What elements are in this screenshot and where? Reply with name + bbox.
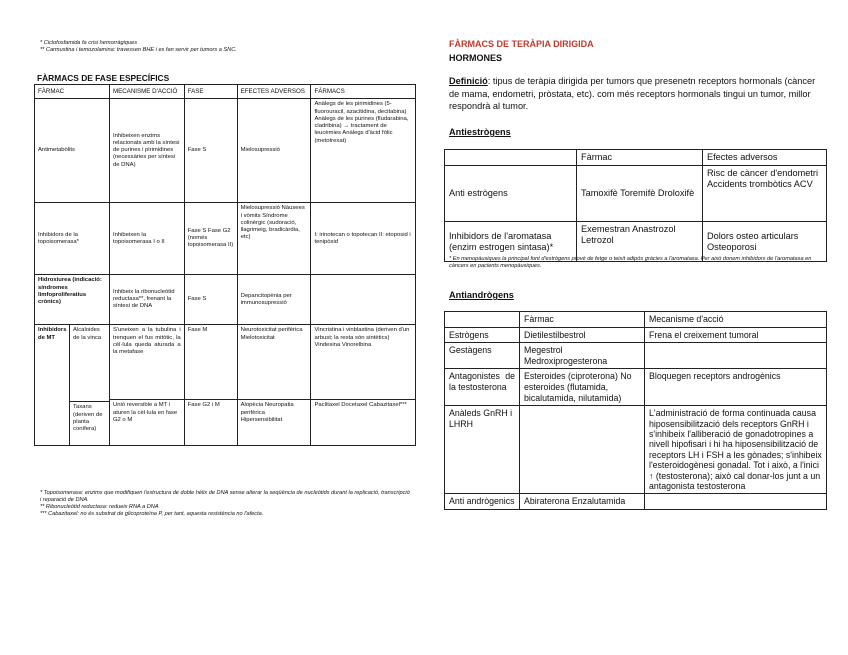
- antiandrogens-table: [444, 311, 827, 510]
- cell-alcaloides-fase: Fase M: [184, 325, 237, 400]
- cell-taxans-fase: Fase G2 i M: [184, 400, 237, 446]
- definition-text: : tipus de teràpia dirigida per tumors que presenetn receptors hormonals (càncer de mama, endometri, pròstata, etc). com més receptors hormonals tingui un tumor, millor respondrà al tumor.: [449, 76, 816, 111]
- aa-row1-group: Estrògens: [445, 327, 520, 343]
- table-row: [445, 494, 827, 510]
- table-row: [35, 325, 416, 400]
- aa-row3-mech: Bloquegen receptors androgènics: [645, 369, 827, 406]
- right-page: [424, 0, 848, 655]
- cell-antimet-farmac: Antimetabòlits: [35, 99, 110, 203]
- cell-topo-farmacs: I: irinotecan o topotecan II: etoposid i tenipòsid: [311, 203, 416, 275]
- aa-row2-group: Gestàgens: [445, 343, 520, 369]
- aa-row5-drugs: Abiraterona Enzalutamida: [520, 494, 645, 510]
- table-row: [35, 99, 416, 203]
- cell-alcaloides-efectes: Neurotoxicitat perifèrica Mielotoxicitat: [237, 325, 311, 400]
- ae-header-farmac: Fàrmac: [577, 150, 703, 166]
- antiestrogens-table: [444, 149, 827, 262]
- aa-row4-drugs: [520, 406, 645, 494]
- aa-row5-group: Anti andrògenics: [445, 494, 520, 510]
- aa-row2-mech: [645, 343, 827, 369]
- ae-row1-drugs: Tamoxifè Toremifè Droloxifè: [577, 166, 703, 222]
- cell-taxans-farmacs: Paclitaxel Docetaxel Cabazitaxel***: [311, 400, 416, 446]
- aa-row1-drugs: Dietilestilbestrol: [520, 327, 645, 343]
- cell-hidroxi-farmac: Hidroxiurea (indicació: síndromes limfoproliferatius crònics): [35, 275, 110, 325]
- aa-row4-mech: L'administració de forma continuada causa hiposensibilització dels receptors GnRH i s'inhibeix l'alliberació de gonadotropines a nivell hipofisari i hi ha hiposensibilització de receptors LH i FSH a les gònades; s'inhibeix l'esteroidogènesi gonadal. Tot i això, a l'inici ↑ (testosterona); això cal donar-los junt a un antagonista testosterona: [645, 406, 827, 494]
- section-title: FÀRMACS DE TERÀPIA DIRIGIDA: [449, 39, 594, 49]
- aa-row2-drugs: Megestrol Medroxiprogesterona: [520, 343, 645, 369]
- ae-row2-group: Inhibidors de l'aromatasa (enzim estrogen sintasa)*: [445, 222, 577, 262]
- bottom-note-3: *** Cabazitaxel: no és substrat de glicoproteïna P, per tant, aquesta resistència no l'afecta.: [40, 511, 264, 517]
- table-row: [445, 166, 827, 222]
- table-row: [35, 203, 416, 275]
- header-farmac: FÀRMAC: [35, 85, 110, 99]
- bottom-notes: [40, 490, 412, 518]
- section-subtitle: HORMONES: [449, 53, 503, 63]
- table-header-row: [35, 85, 416, 99]
- aa-row5-mech: [645, 494, 827, 510]
- bottom-note-2: ** Ribonucleòtid reductasa: redueix RNA a DNA: [40, 504, 159, 510]
- top-notes: [40, 40, 410, 54]
- aa-row3-drugs: Esteroides (ciproterona) No esteroides (flutamida, bicalutamida, nilutamida): [520, 369, 645, 406]
- cell-antimet-fase: Fase S: [184, 99, 237, 203]
- cell-topo-farmac: Inhibidors de la topoisomerasa*: [35, 203, 110, 275]
- cell-taxans-mecanisme: Unió reversible a MT i aturen la cèl·lula en fase G2 o M: [109, 400, 184, 446]
- ae-row2-effects: Dolors osteo articulars Osteoporosi: [703, 222, 827, 262]
- cell-topo-mecanisme: Inhibeixen la topoisomerasa I o II: [109, 203, 184, 275]
- ae-header-empty: [445, 150, 577, 166]
- cell-hidroxi-farmacs: [311, 275, 416, 325]
- ae-header-efectes: Efectes adversos: [703, 150, 827, 166]
- cell-hidroxi-efectes: Depancitopènia per immunosupressió: [237, 275, 311, 325]
- cell-mt-group: [35, 325, 110, 446]
- header-mecanisme: MECANISME D'ACCIÓ: [109, 85, 184, 99]
- cell-alcaloides-farmac: Alcaloides de la vinca: [70, 325, 109, 402]
- table-row: [445, 369, 827, 406]
- table-row: [445, 406, 827, 494]
- cell-hidroxi-fase: Fase S: [184, 275, 237, 325]
- header-farmacs: FÀRMACS: [311, 85, 416, 99]
- header-efectes: EFECTES ADVERSOS: [237, 85, 311, 99]
- bottom-note-1: * Topoisomerasa: enzims que modifiquen l'estructura de doble hèlix de DNA sense alterar la seqüència de nucleòtids durant la replicació, transcripció i reparació de DNA.: [40, 490, 410, 503]
- aa-row3-group: Antagonistes de la testosterona: [445, 369, 520, 406]
- header-fase: FASE: [184, 85, 237, 99]
- cell-topo-fase: Fase S Fase G2 (només topoisomerasa II): [184, 203, 237, 275]
- table-row: [35, 275, 416, 325]
- table-title: FÀRMACS DE FASE ESPECÍFICS: [37, 73, 170, 83]
- cell-alcaloides-farmacs: Vincristina i vinblastina (deriven d'un arbust; la resta són sintètics) Vindesina Vinorelbina: [311, 325, 416, 400]
- antiandrogens-heading: Antiandrògens: [449, 290, 514, 300]
- definition-paragraph: [449, 75, 824, 113]
- mt-group-label: Inhibidors de MT: [35, 325, 70, 445]
- table-header-row: [445, 312, 827, 328]
- ae-row1-group: Anti estrògens: [445, 166, 577, 222]
- cell-alcaloides-mecanisme: S'uneixen a la tubulina i trenquen el fus mitòtic, la cèl·lula queda aturada a la metafase: [109, 325, 184, 400]
- ae-row2-drugs: Exemestran Anastrozol Letrozol: [577, 222, 703, 262]
- cell-taxans-farmac: Taxans (deriven de planta conífera): [73, 404, 103, 433]
- cell-taxans-efectes: Alopècia Neuropatia perifèrica Hipersensibilitat: [237, 400, 311, 446]
- definition-label: Definició: [449, 76, 488, 86]
- aa-row1-mech: Frena el creixement tumoral: [645, 327, 827, 343]
- aa-header-empty: [445, 312, 520, 328]
- top-note-1: * Ciclofosfamida fa crisi hemorràgiques: [40, 40, 137, 46]
- antiestrogens-heading: Antiestrògens: [449, 127, 511, 137]
- aa-header-farmac: Fàrmac: [520, 312, 645, 328]
- cell-antimet-efectes: Mielosupressió: [237, 99, 311, 203]
- cell-antimet-farmacs: Anàlegs de les pirimidines (5-fluorouracil, azacitidina, decitabina) Anàlegs de les purines (fludarabina, cladribina) → tractament de leucèmies Anàlegs d'àcid fòlic (metotrexat): [311, 99, 416, 203]
- cell-hidroxi-mecanisme: Inhibeix la ribonucleòtid reductasa**, frenant la síntesi de DNA: [109, 275, 184, 325]
- antiestrogens-footnote: * En menopàusiques la principal font d'estrògens prové de fetge o teixit adipós gràcies a l'aromatasa. Per això donem inhibidors de l'aromatasa en càncers en pacients menopàusiques.: [449, 256, 812, 269]
- table-row: [445, 327, 827, 343]
- table-row: [445, 343, 827, 369]
- cell-antimet-mecanisme: Inhibeixen enzims relacionats amb la síntesi de purines i pirimidines (necessàries per síntesi de DNA): [109, 99, 184, 203]
- cell-topo-efectes: Mielosupressió Nàusees i vòmits Síndrome colinèrgic (sudoració, llagrimeig, bradicàrdia, etc): [237, 203, 311, 275]
- top-note-2: ** Carmustina i temozolamina: travessen BHE i es fan servir per tumors a SNC.: [40, 47, 237, 53]
- ae-row1-effects: Risc de càncer d'endometri Accidents trombòtics ACV: [703, 166, 827, 222]
- aa-header-mecanisme: Mecanisme d'acció: [645, 312, 827, 328]
- phase-specific-table: [34, 84, 416, 446]
- aa-row4-group: Anàleds GnRH i LHRH: [445, 406, 520, 494]
- table-header-row: [445, 150, 827, 166]
